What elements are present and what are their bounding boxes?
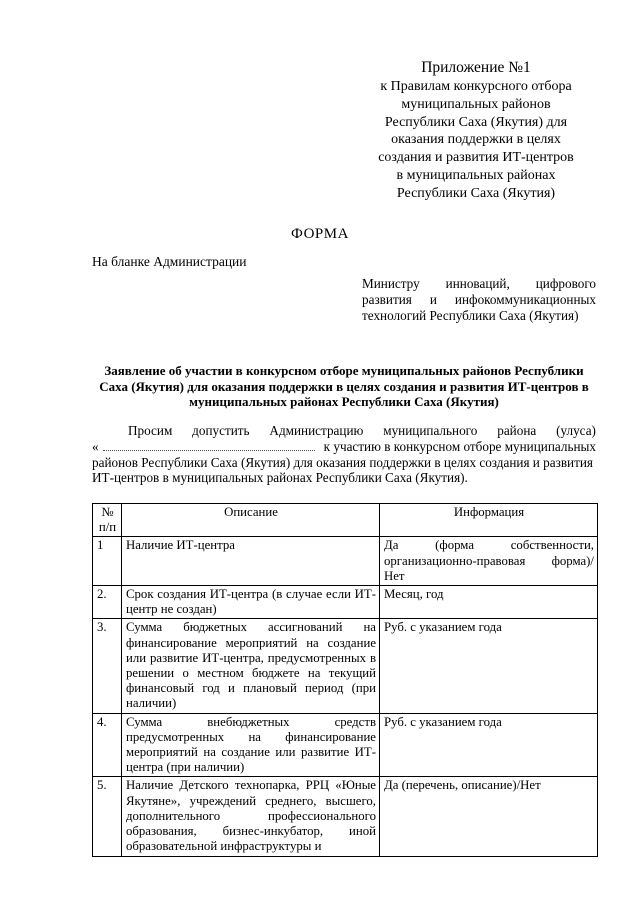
body-word: муниципального: [383, 423, 478, 438]
appendix-line: муниципальных районов: [401, 96, 551, 112]
body-line-2-rest: к участию в конкурсном отборе муниципальных: [323, 438, 596, 454]
letterhead-note: На бланке Администрации: [92, 254, 247, 269]
row-info: Месяц, год: [380, 586, 598, 619]
row-info: Да (форма собственности, организационно-правовая форма)/ Нет: [380, 537, 598, 586]
appendix-line: Республики Саха (Якутия) для: [384, 114, 568, 130]
appendix-line: оказания поддержки в целях: [391, 132, 561, 148]
row-desc: Наличие ИТ-центра: [122, 537, 380, 586]
table-row: [93, 619, 598, 713]
addressee: Министру инноваций, цифрового развития и инфокоммуникационных технологий Республики Саха (Якутия): [362, 276, 596, 323]
body-line-4: ИТ-центров в муниципальных районах Республики Саха (Якутия).: [92, 470, 468, 486]
row-num: 1: [93, 537, 122, 586]
header-info: Информация: [380, 504, 598, 537]
appendix-block: [350, 58, 602, 203]
appendix-line: в муниципальных районах: [396, 167, 556, 183]
row-desc: Срок создания ИТ-центра (в случае если ИТ-центр не создан): [122, 586, 380, 619]
row-info: Да (перечень, описание)/Нет: [380, 777, 598, 857]
body-line-1: [92, 423, 596, 439]
body-word: Просим: [128, 423, 173, 438]
row-num: 2.: [93, 586, 122, 619]
table-row: [93, 537, 598, 586]
row-num: 3.: [93, 619, 122, 713]
table-row: [93, 777, 598, 857]
body-word: (улуса): [556, 423, 596, 438]
row-desc-text: Наличие Детского технопарка, РРЦ «Юные Якутяне», учреждений среднего, высшего, дополнительного профессионального образования, бизнес-инкубатор, иной образовательной инфраструктуры и: [126, 778, 376, 854]
body-line-2: [92, 439, 596, 455]
appendix-title: Приложение №1: [421, 59, 531, 76]
body-word: района: [497, 423, 537, 438]
row-desc: [122, 777, 380, 857]
form-heading: ФОРМА: [291, 226, 349, 242]
row-num: 4.: [93, 713, 122, 777]
statement-body: [92, 423, 596, 486]
table-row: [93, 713, 598, 777]
row-num: 5.: [93, 777, 122, 857]
info-table: [92, 503, 598, 857]
table-row: [93, 586, 598, 619]
row-info: Руб. с указанием года: [380, 619, 598, 713]
table-header-row: [93, 504, 598, 537]
body-word: Администрацию: [269, 423, 364, 438]
appendix-line: к Правилам конкурсного отбора: [380, 79, 572, 94]
district-name-blank: [103, 439, 315, 451]
row-info: Руб. с указанием года: [380, 713, 598, 777]
quote-open: «: [92, 438, 99, 454]
body-line-3: районов Республики Саха (Якутия) для оказания поддержки в целях создания и развития: [92, 454, 593, 470]
row-desc: Сумма бюджетных ассигнований на финансирование мероприятий на создание или развитие ИТ-центра, предусмотренных в решении о местном бюджете на текущий финансовый год и плановый период (при наличии): [122, 619, 380, 713]
appendix-line: создания и развития ИТ-центров: [378, 150, 574, 166]
appendix-line: Республики Саха (Якутия): [396, 185, 556, 201]
statement-title: Заявление об участии в конкурсном отборе муниципальных районов Республики Саха (Якутия) для оказания поддержки в целях создания и развития ИТ-центров в муниципальных районах Республики Саха (Якутия): [99, 363, 589, 409]
body-word: допустить: [192, 423, 250, 438]
row-desc: Сумма внебюджетных средств предусмотренных на финансирование мероприятий на создание или развитие ИТ-центра (при наличии): [122, 713, 380, 777]
header-num: № п/п: [93, 504, 122, 537]
header-desc: Описание: [122, 504, 380, 537]
